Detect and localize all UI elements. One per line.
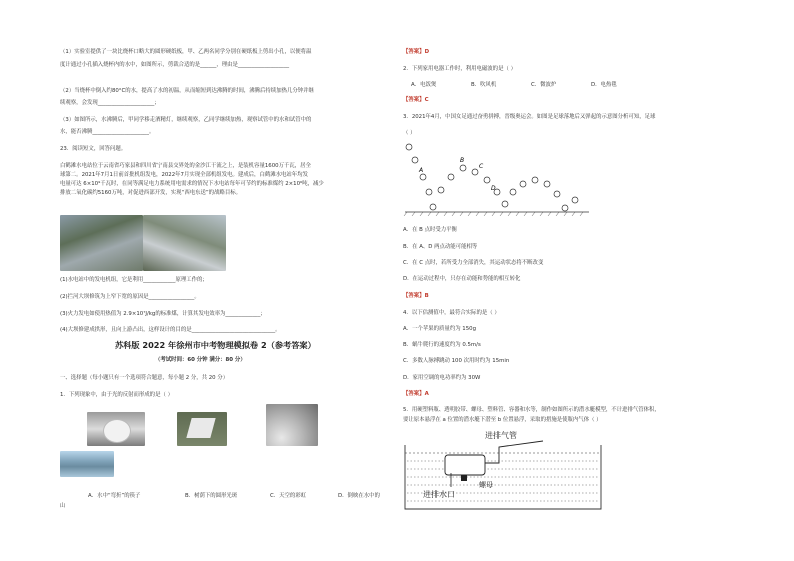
q4-option-a: A．一个苹果的质量约为 150g bbox=[403, 326, 477, 332]
q22-line3: （2）当烧杯中倒入约80°C的水，提高了水的初温，从而缩短到达沸腾的时间，沸腾后持续加热几分钟并继 bbox=[60, 88, 314, 94]
q1-option-c: C．天空的彩虹 bbox=[270, 493, 307, 499]
q23-sub2: (2)拦河大坝修筑为上窄下宽的原因是_________________。 bbox=[60, 294, 200, 300]
q23-sub4: (4)大坝修建成拱形，且向上游凸出，这样设计的目的是_______________________________。 bbox=[60, 327, 281, 333]
q1-option-a: A．水中“弯折”的筷子 bbox=[88, 493, 141, 499]
q22-line5: （3）如图所示，水沸腾后，甲同学移走酒精灯，继续观察，乙同学继续加热，观察试管中的水和试管中的 bbox=[60, 117, 312, 123]
dam-photo-1 bbox=[60, 215, 143, 271]
q4-option-d: D．家用空调的电功率约为 30W bbox=[403, 375, 481, 381]
q2-option-d: D．电热毯 bbox=[591, 82, 617, 88]
q23-para-line4: 排放二氧化碳约5160万吨，对促进西部开发，实现“西电东送”的战略目标。 bbox=[60, 190, 242, 196]
dam-photo-2 bbox=[143, 215, 226, 271]
q5-stem-line1: 5．用硬塑料瓶、透明胶带、螺母、塑料管、容器和水等，制作如图所示的潜水艇模型，不计进排气管体积， bbox=[403, 407, 660, 413]
option-b-image bbox=[177, 412, 227, 446]
point-a-label: A bbox=[419, 167, 424, 174]
option-c-image bbox=[266, 404, 318, 446]
q4-stem: 4．以下估测值中，最符合实际的是（ ） bbox=[403, 310, 500, 316]
q22-line1: （1）实验室提供了一块比烧杯口略大的圆形硬纸板，甲、乙两名同学分别在硬纸板上剪出小孔，以便将温 bbox=[60, 49, 312, 55]
q4-option-b: B．蜗牛爬行的速度约为 0.5m/s bbox=[403, 342, 481, 348]
answer-2: 【答案】C bbox=[403, 97, 429, 103]
q3-stem-line1: 3．2021年4月，中国女足通过奋勇拼搏，晋级奥运会。如图是足球落地后又弹起的示意图分析可知，足球 bbox=[403, 114, 656, 120]
football-bounce-figure bbox=[403, 142, 593, 222]
q23-para-line3: 电量可达 6×10⁹千瓦时，在同等满足电力系统用电需求的情况下水电站每年可节约的标准煤约 2×10⁶吨，减少 bbox=[60, 181, 324, 187]
q2-option-b: B．吹风机 bbox=[471, 82, 497, 88]
option-a-image bbox=[87, 412, 145, 446]
answer-3: 【答案】B bbox=[403, 293, 429, 299]
answer-1: 【答案】D bbox=[403, 49, 430, 55]
submarine-model-figure bbox=[403, 427, 603, 512]
q4-option-c: C．多数人脉搏跳动 100 次用时约为 15min bbox=[403, 358, 510, 364]
q1-option-d: D．倒映在水中的 bbox=[338, 493, 380, 499]
q2-option-c: C．微波炉 bbox=[531, 82, 557, 88]
q23-sub1: (1)水电站中的发电机组，它是利用____________原理工作的； bbox=[60, 277, 208, 283]
q22-line2: 度计通过小孔插入烧杯内的水中，如图所示，剪裁合适的是______，理由是___________________ bbox=[60, 62, 290, 68]
q1-option-b: B．树荫下的圆形光斑 bbox=[185, 493, 238, 499]
q22-line4: 续观察，会发现_____________________； bbox=[60, 100, 160, 106]
q2-option-a: A．电饭煲 bbox=[411, 82, 437, 88]
water-inlet-label: 进排水口 bbox=[423, 490, 455, 499]
q3-option-d: D．在运动过程中，只存在动能和势能的相互转化 bbox=[403, 276, 521, 282]
nut-label: 螺母 bbox=[479, 481, 493, 489]
q23-heading: 23．阅读短文，回答问题。 bbox=[60, 146, 127, 152]
q1-stem: 1．下列现象中，由于光的反射而形成的是（ ） bbox=[60, 392, 173, 398]
exam-subtitle: （考试时间：60 分钟 满分：80 分） bbox=[155, 357, 246, 363]
q1-option-d-cont: 山 bbox=[60, 503, 66, 509]
q22-line6: 水，能否沸腾_____________________。 bbox=[60, 129, 155, 135]
q23-sub3: (3)火力发电如使用热值为 2.9×10⁷J/kg的标准煤，计算其发电效率为_____________； bbox=[60, 311, 266, 317]
q3-option-c: C．在 C 点时，若所受力全部消失，其运动状态将不断改变 bbox=[403, 260, 544, 266]
point-b-label: B bbox=[460, 157, 465, 164]
answer-4: 【答案】A bbox=[403, 391, 429, 397]
point-c-label: C bbox=[479, 163, 484, 170]
q23-para-line2: 球第二。2021年7月1日前首批机组发电，2022年7月实现全部机组发电。建成后，白鹤滩水电站年均发 bbox=[60, 172, 308, 178]
q3-option-a: A．在 B 点时受力平衡 bbox=[403, 227, 457, 233]
q3-option-b: B．在 A、D 两点动能可能相等 bbox=[403, 244, 478, 250]
point-d-label: D bbox=[491, 185, 496, 192]
inlet-pipe-label: 进排气管 bbox=[485, 431, 517, 440]
option-d-image bbox=[60, 451, 114, 477]
section-heading: 一、选择题（每小题只有一个选项符合题意，每小题 2 分，共 20 分） bbox=[60, 375, 229, 381]
q3-stem-line2: （ ） bbox=[403, 130, 416, 136]
q2-stem: 2．下列家用电器工作时，利用电磁波的是（ ） bbox=[403, 66, 516, 72]
q23-para-line1: 白鹤滩水电站位于云南省巧家县和四川省宁南县交界处的金沙江干流之上，是装机容量1600万千瓦，居全 bbox=[60, 163, 311, 169]
q5-stem-line2: 要让原本悬浮在 a 位置的潜水艇下潜至 b 位置悬浮，采取的措施是使瓶内气体（ ） bbox=[403, 417, 602, 423]
exam-title: 苏科版 2022 年徐州市中考物理模拟卷 2（参考答案） bbox=[115, 340, 316, 350]
nut-block bbox=[461, 475, 467, 481]
